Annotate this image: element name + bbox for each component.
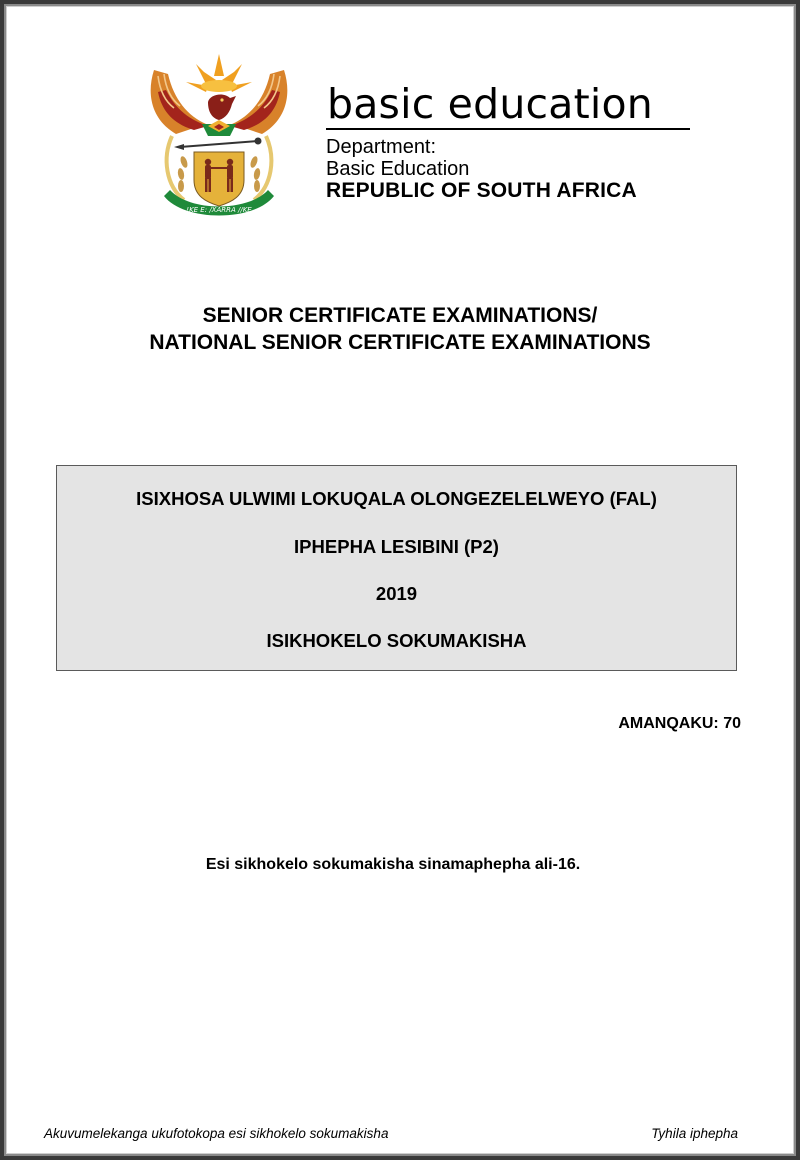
exam-year: 2019 <box>375 583 418 604</box>
brand-divider <box>326 128 690 130</box>
svg-text:!KE E: /XARRA //KE: !KE E: /XARRA //KE <box>186 206 252 214</box>
document-type: ISIKHOKELO SOKUMAKISHA <box>266 630 527 651</box>
brand-title: basic education <box>327 80 653 128</box>
department-brand <box>326 82 692 202</box>
coat-of-arms-icon <box>144 50 294 220</box>
total-marks: AMANQAKU: 70 <box>618 715 741 732</box>
exam-title-line-2: NATIONAL SENIOR CERTIFICATE EXAMINATIONS <box>149 331 651 354</box>
exam-title <box>0 302 800 356</box>
paper-number: IPHEPHA LESIBINI (P2) <box>294 536 499 557</box>
subject-title: ISIXHOSA ULWIMI LOKUQALA OLONGEZELELWEYO (FAL) <box>136 488 657 509</box>
paper-info-box <box>56 465 737 671</box>
country-name: REPUBLIC OF SOUTH AFRICA <box>326 179 637 202</box>
department-label: Department: <box>326 136 437 158</box>
footer-turn-page: Tyhila iphepha <box>651 1126 738 1141</box>
page-count-note: Esi sikhokelo sokumakisha sinamaphepha ali-16. <box>205 856 581 873</box>
department-name: Basic Education <box>326 158 470 180</box>
exam-title-line-1: SENIOR CERTIFICATE EXAMINATIONS/ <box>202 304 598 327</box>
footer-copyright-note: Akuvumelekanga ukufotokopa esi sikhokelo sokumakisha <box>44 1126 389 1141</box>
